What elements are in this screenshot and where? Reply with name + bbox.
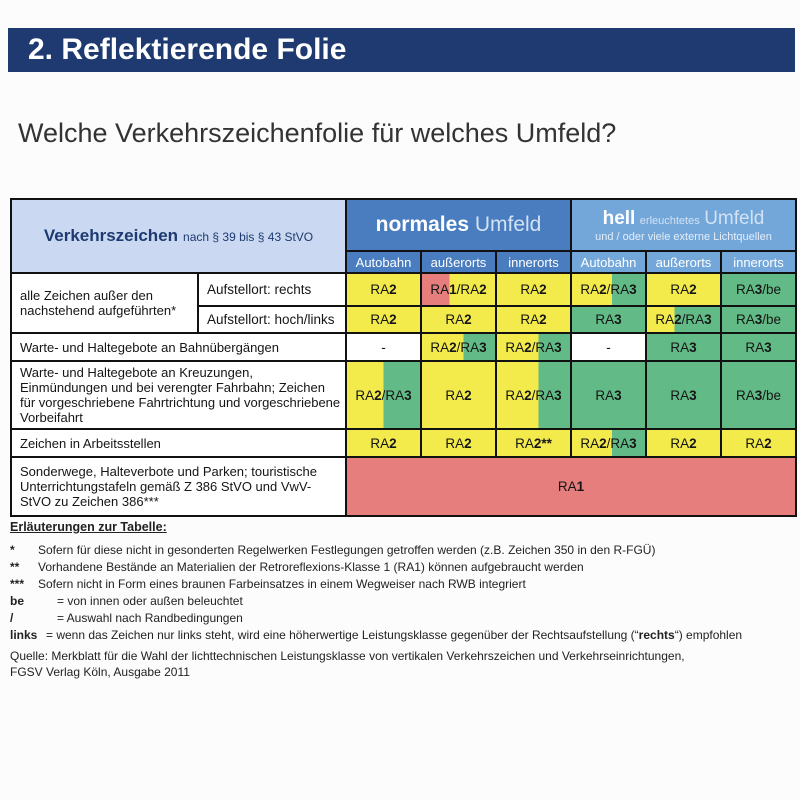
footnote-doublestar-marker: ** — [10, 560, 20, 574]
explanations — [10, 520, 792, 644]
sublabel-aufstellort-hochlinks: Aufstellort: hoch/links — [198, 306, 346, 333]
section-title-bar — [8, 28, 795, 72]
source-line2: FGSV Verlag Köln, Ausgabe 2011 — [10, 665, 190, 679]
group-hell-bold: hell — [602, 207, 636, 229]
cell-arbeit-ausserorts-normal: RA2 — [421, 429, 496, 457]
cell-arbeit-autobahn-hell: RA2/RA3 — [571, 429, 646, 457]
source-line1: Quelle: Merkblatt für die Wahl der lichttechnischen Leistungsklasse von vertikalen Verkehrszeichen und Verkehrseinrichtungen, — [10, 649, 685, 663]
footnote-slash-text: = Auswahl nach Randbedingungen — [57, 611, 243, 625]
footnote-doublestar-text: Vorhandene Bestände an Materialien der Retroreflexions-Klasse 1 (RA1) können aufgebraucht werden — [38, 560, 584, 574]
footnote-be-text: = von innen oder außen beleuchtet — [57, 594, 243, 608]
row-label-bahnuebergaenge: Warte- und Haltegebote an Bahnübergängen — [11, 333, 346, 361]
row-label-sonderwege: Sonderwege, Halteverbote und Parken; touristische Unterrichtungstafeln gemäß Z 386 StVO und VwV-StVO zu Zeichen 386*** — [11, 457, 346, 516]
footnote-slash — [10, 610, 792, 627]
cell-arbeit-innerorts-hell: RA2 — [721, 429, 796, 457]
footnote-links-marker: links — [10, 628, 38, 642]
explanations-title: Erläuterungen zur Tabelle: — [10, 520, 167, 534]
footnote-links-post: “) empfohlen — [674, 628, 743, 642]
cell-hochlinks-innerorts-normal: RA2 — [496, 306, 571, 333]
cell-sonderwege-ra1: RA1 — [346, 457, 796, 516]
foil-table — [10, 198, 797, 517]
cell-arbeit-ausserorts-hell: RA2 — [646, 429, 721, 457]
footnote-doublestar — [10, 559, 792, 576]
cell-bahn-ausserorts-normal: RA2/RA3 — [421, 333, 496, 361]
table-corner-header — [11, 199, 346, 273]
row-label-alle-zeichen: alle Zeichen außer den nachstehend aufgeführten* — [11, 273, 198, 333]
page-title: Welche Verkehrszeichenfolie für welches Umfeld? — [18, 118, 617, 148]
cell-kreuz-ausserorts-normal: RA2 — [421, 361, 496, 429]
source-note — [10, 648, 685, 680]
footnote-slash-marker: / — [10, 611, 14, 625]
cell-hochlinks-ausserorts-normal: RA2 — [421, 306, 496, 333]
cell-kreuz-innerorts-normal: RA2/RA3 — [496, 361, 571, 429]
cell-arbeit-autobahn-normal: RA2 — [346, 429, 421, 457]
footnote-links-pre: = wenn das Zeichen nur links steht, wird eine höherwertige Leistungsklasse gegenüber der Rechtsaufstellung (“ — [46, 628, 639, 642]
footnote-triplestar-marker: *** — [10, 577, 25, 591]
cell-kreuz-innerorts-hell: RA3/be — [721, 361, 796, 429]
cell-rechts-innerorts-normal: RA2 — [496, 273, 571, 306]
cell-hochlinks-innerorts-hell: RA3/be — [721, 306, 796, 333]
row-label-arbeitsstellen: Zeichen in Arbeitsstellen — [11, 429, 346, 457]
group-header-normal — [346, 199, 571, 251]
cell-bahn-innerorts-hell: RA3 — [721, 333, 796, 361]
corner-subtitle: nach § 39 bis § 43 StVO — [183, 230, 314, 244]
group-hell-small: erleuchtetes — [639, 214, 700, 227]
cell-bahn-autobahn-hell: - — [571, 333, 646, 361]
footnote-star-text: Sofern für diese nicht in gesonderten Regelwerken Festlegungen getroffen werden (z.B. Zeichen 350 in den R-FGÜ) — [38, 543, 656, 557]
cell-rechts-autobahn-normal: RA2 — [346, 273, 421, 306]
section-title: 2. Reflektierende Folie — [28, 33, 347, 66]
cell-hochlinks-autobahn-hell: RA3 — [571, 306, 646, 333]
footnote-be-marker: be — [10, 594, 25, 608]
cell-bahn-ausserorts-hell: RA3 — [646, 333, 721, 361]
footnote-triplestar-text: Sofern nicht in Form eines braunen Farbeinsatzes in einem Wegweiser nach RWB integriert — [38, 577, 526, 591]
sub-col-ausserorts-hell: außerorts — [646, 251, 721, 273]
cell-hochlinks-autobahn-normal: RA2 — [346, 306, 421, 333]
footnote-links-text — [46, 627, 742, 644]
cell-arbeit-innerorts-normal: RA2** — [496, 429, 571, 457]
group-normal-rest: Umfeld — [474, 213, 542, 236]
cell-rechts-autobahn-hell: RA2/RA3 — [571, 273, 646, 306]
cell-rechts-ausserorts-hell: RA2 — [646, 273, 721, 306]
footnote-be — [10, 593, 792, 610]
footnote-star — [10, 542, 792, 559]
cell-bahn-innerorts-normal: RA2/RA3 — [496, 333, 571, 361]
sub-col-autobahn-normal: Autobahn — [346, 251, 421, 273]
group-normal-bold: normales — [375, 213, 469, 236]
footnote-links-bold: rechts — [638, 628, 675, 642]
corner-title: Verkehrszeichen — [43, 226, 179, 245]
sub-col-ausserorts-normal: außerorts — [421, 251, 496, 273]
sublabel-aufstellort-rechts: Aufstellort: rechts — [198, 273, 346, 306]
group-header-hell — [571, 199, 796, 251]
group-hell-line2: und / oder viele externe Lichtquellen — [595, 230, 772, 243]
cell-rechts-ausserorts-normal: RA1/RA2 — [421, 273, 496, 306]
cell-kreuz-autobahn-normal: RA2/RA3 — [346, 361, 421, 429]
cell-bahn-autobahn-normal: - — [346, 333, 421, 361]
cell-hochlinks-ausserorts-hell: RA2/RA3 — [646, 306, 721, 333]
group-hell-rest: Umfeld — [704, 207, 765, 229]
cell-rechts-innerorts-hell: RA3/be — [721, 273, 796, 306]
footnote-links — [10, 627, 792, 644]
footnote-star-marker: * — [10, 543, 15, 557]
sub-col-innerorts-normal: innerorts — [496, 251, 571, 273]
footnote-triplestar — [10, 576, 792, 593]
cell-kreuz-autobahn-hell: RA3 — [571, 361, 646, 429]
sub-col-autobahn-hell: Autobahn — [571, 251, 646, 273]
sub-col-innerorts-hell: innerorts — [721, 251, 796, 273]
cell-kreuz-ausserorts-hell: RA3 — [646, 361, 721, 429]
row-label-kreuzungen: Warte- und Haltegebote an Kreuzungen, Einmündungen und bei verengter Fahrbahn; Zeichen für vorgeschriebene Fahrtrichtung und vorgeschriebene Vorbeifahrt — [11, 361, 346, 429]
